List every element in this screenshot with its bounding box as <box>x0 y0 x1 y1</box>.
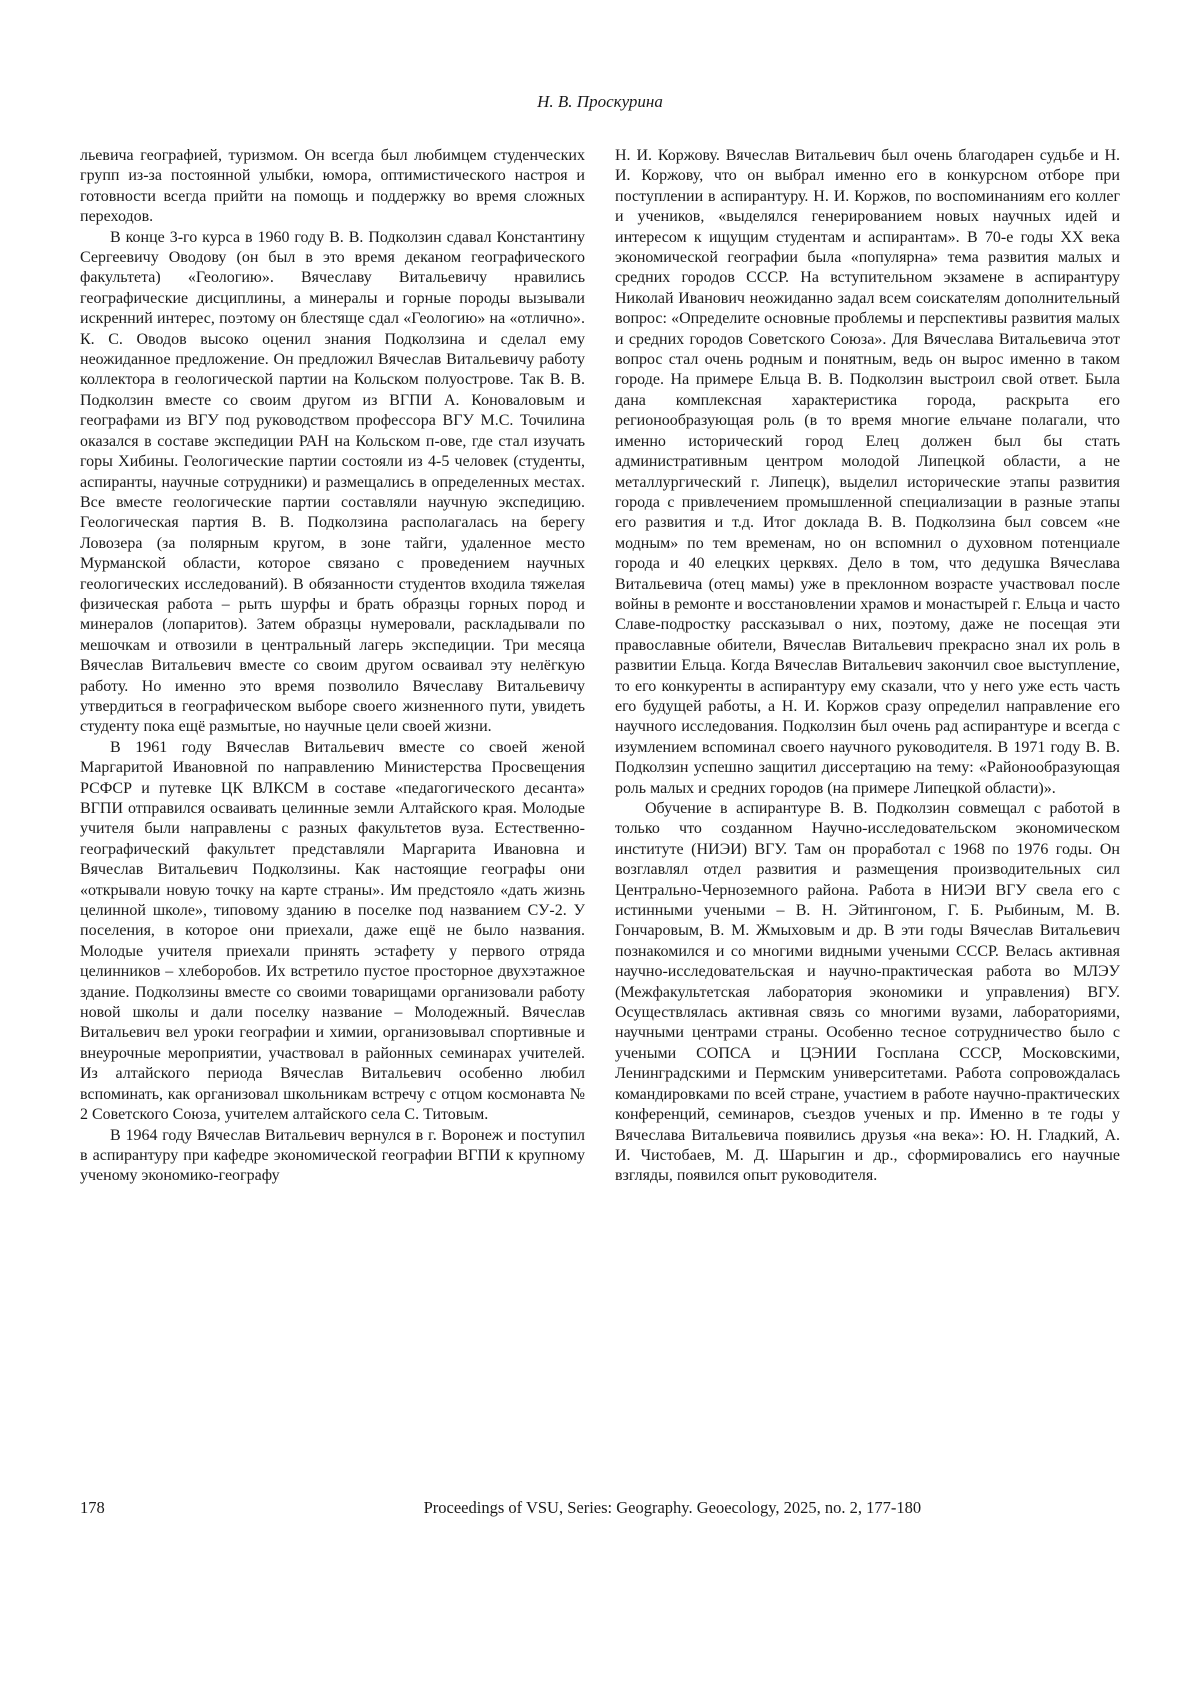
page-footer <box>80 1498 1120 1518</box>
paragraph: В 1961 году Вячеслав Витальевич вместе со своей женой Маргаритой Ивановной по направлению Министерства Просвещения РСФСР и путевке ЦК ВЛКСМ в составе «педагогического десанта» ВГПИ отправился осваивать целинные земли Алтайского края. Молодые учителя были направлены с разных факультетов вуза. Естественно-географический факультет представляли Маргарита Ивановна и Вячеслав Витальевич Подколзины. Как настоящие географы они «открывали новую точку на карте страны». Им предстояло «дать жизнь целинной школе», типовому зданию в поселке под названием СУ-2. У поселения, в которое они приехали, даже ещё не было названия. Молодые учителя приехали принять эстафету у первого отряда целинников – хлеборобов. Их встретило пустое просторное двухэтажное здание. Подколзины вместе со своими товарищами организовали работу новой школы и дали поселку название – Молодежный. Вячеслав Витальевич вел уроки географии и химии, организовывал спортивные и внеурочные мероприятии, участвовал в районных семинарах учителей. Из алтайского периода Вячеслав Витальевич особенно любил вспоминать, как организовал школьникам встречу с отцом космонавта № 2 Советского Союза, учителем алтайского села С. Титовым. <box>80 738 585 1124</box>
running-head-author: Н. В. Проскурина <box>537 92 663 111</box>
journal-citation-line: Proceedings of VSU, Series: Geography. Geoecology, 2025, no. 2, 177-180 <box>423 1498 922 1517</box>
text-columns <box>80 146 1120 1187</box>
paragraph: В 1964 году Вячеслав Витальевич вернулся в г. Воронеж и поступил в аспирантуру при кафедре экономической географии ВГПИ к крупному ученому экономико-географу <box>80 1126 585 1185</box>
paragraph: Н. И. Коржову. Вячеслав Витальевич был очень благодарен судьбе и Н. И. Коржову, что он выбрал именно его в конкурсном отборе при поступлении в аспирантуру. Н. И. Коржов, по воспоминаниям его коллег и учеников, «выделялся генерированием новых научных идей и интересом к ищущим студентам и аспирантам». В 70-е годы XX века экономической географии была «популярна» тема развития малых и средних городов СССР. На вступительном экзамене в аспирантуру Николай Иванович неожиданно задал всем соискателям дополнительный вопрос: «Определите основные проблемы и перспективы развития малых и средних городов Советского Союза». Для Вячеслава Витальевича этот вопрос стал очень родным и понятным, ведь он вырос именно в таком городе. На примере Ельца В. В. Подколзин выстроил свой ответ. Была дана комплексная характеристика города, раскрыта его регионообразующая роль (в то время многие ельчане полагали, что именно исторический город Елец должен был бы стать административным центром молодой Липецкой области, а не металлургический г. Липецк), выделил исторические этапы развития города с привлечением промышленной специализации в разные этапы его развития и т.д. Итог доклада В. В. Подколзина был совсем «не модным» по тем временам, но он вспомнил о духовном потенциале города и 40 елецких церквях. Дело в том, что дедушка Вячеслава Витальевича (отец мамы) уже в преклонном возрасте участвовал после войны в ремонте и восстановлении храмов и монастырей г. Ельца и часто Славе-подростку рассказывал о них, поэтому, даже не посещая эти православные обители, Вячеслав Витальевич прекрасно знал их роль в развитии Ельца. Когда Вячеслав Витальевич закончил свое выступление, то его конкуренты в аспирантуру ему сказали, что у него уже есть часть его будущей работы, а Н. И. Коржов сразу определил направление его научного исследования. Подколзин был очень рад аспирантуре и всегда с изумлением вспоминал своего научного руководителя. В 1971 году В. В. Подколзин успешно защитил диссертацию на тему: «Районообразующая роль малых и средних городов (на примере Липецкой области)». <box>615 147 1120 797</box>
page-number: 178 <box>80 1498 105 1517</box>
paragraph: В конце 3-го курса в 1960 году В. В. Подколзин сдавал Константину Сергеевичу Оводову (он был в это время деканом географического факультета) «Геологию». Вячеславу Витальевичу нравились географические дисциплины, а минералы и горные породы вызывали искренний интерес, поэтому он блестяще сдал «Геологию» на «отлично». К. С. Оводов высоко оценил знания Подколзина и сделал ему неожиданное предложение. Он предложил Вячеслав Витальевичу работу коллектора в геологической партии на Кольском полуострове. Так В. В. Подколзин вместе со своим другом из ВГПИ А. Коноваловым и географами из ВГУ под руководством профессора ВГУ М.С. Точилина оказался в составе экспедиции РАН на Кольском п-ове, где стал изучать горы Хибины. Геологические партии состояли из 4-5 человек (студенты, аспиранты, научные сотрудники) и размещались в определенных местах. Все вместе геологические партии составляли научную экспедицию. Геологическая партия В. В. Подколзина располагалась на берегу Ловозера (за полярным кругом, в зоне тайги, удаленное место Мурманской области, которое связано с проведением научных геологических исследований). В обязанности студентов входила тяжелая физическая работа – рыть шурфы и брать образцы горных пород и минералов (лопаритов). Затем образцы нумеровали, раскладывали по мешочкам и отвозили в центральный лагерь экспедиции. Три месяца Вячеслав Витальевич вместе со своим другом осваивал эту нелёгкую работу. Но именно это время позволило Вячеславу Витальевичу утвердиться в географическом выборе своего жизненного пути, увидеть студенту пока ещё размытые, но научные цели своей жизни. <box>80 228 585 736</box>
column-right <box>615 146 1120 1187</box>
paragraph: Обучение в аспирантуре В. В. Подколзин совмещал с работой в только что созданном Научно-исследовательском экономическом институте (НИЭИ) ВГУ. Там он проработал с 1968 по 1976 годы. Он возглавлял отдел развития и размещения производительных сил Центрально-Черноземного района. Работа в НИЭИ ВГУ свела его с истинными учеными – В. Н. Эйтингоном, Г. Б. Рыбиным, М. В. Гончаровым, В. М. Жмыховым и др. В эти годы Вячеслав Витальевич познакомился и со многими видными учеными СССР. Велась активная научно-исследовательская и научно-практическая работа во МЛЭУ (Межфакультетская лаборатория экономики и управления) ВГУ. Осуществлялась активная связь со многими вузами, лабораториями, научными центрами страны. Особенно тесное сотрудничество было с учеными СОПСА и ЦЭНИИ Госплана СССР, Московскими, Ленинградскими и Пермским университетами. Работа сопровождалась командировками по всей стране, участием в работе научно-практических конференций, семинаров, съездов ученых и пр. Именно в те годы у Вячеслава Витальевича появились друзья «на века»: Ю. Н. Гладкий, А. И. Чистобаев, М. Д. Шарыгин и др., сформировались его научные взгляды, появился опыт руководителя. <box>615 800 1120 1185</box>
column-left <box>80 146 585 1187</box>
paragraph: льевича географией, туризмом. Он всегда был любимцем студенческих групп из-за постоянной улыбки, юмора, оптимистического настроя и готовности всегда прийти на помощь и поддержку во время сложных переходов. <box>80 147 585 226</box>
